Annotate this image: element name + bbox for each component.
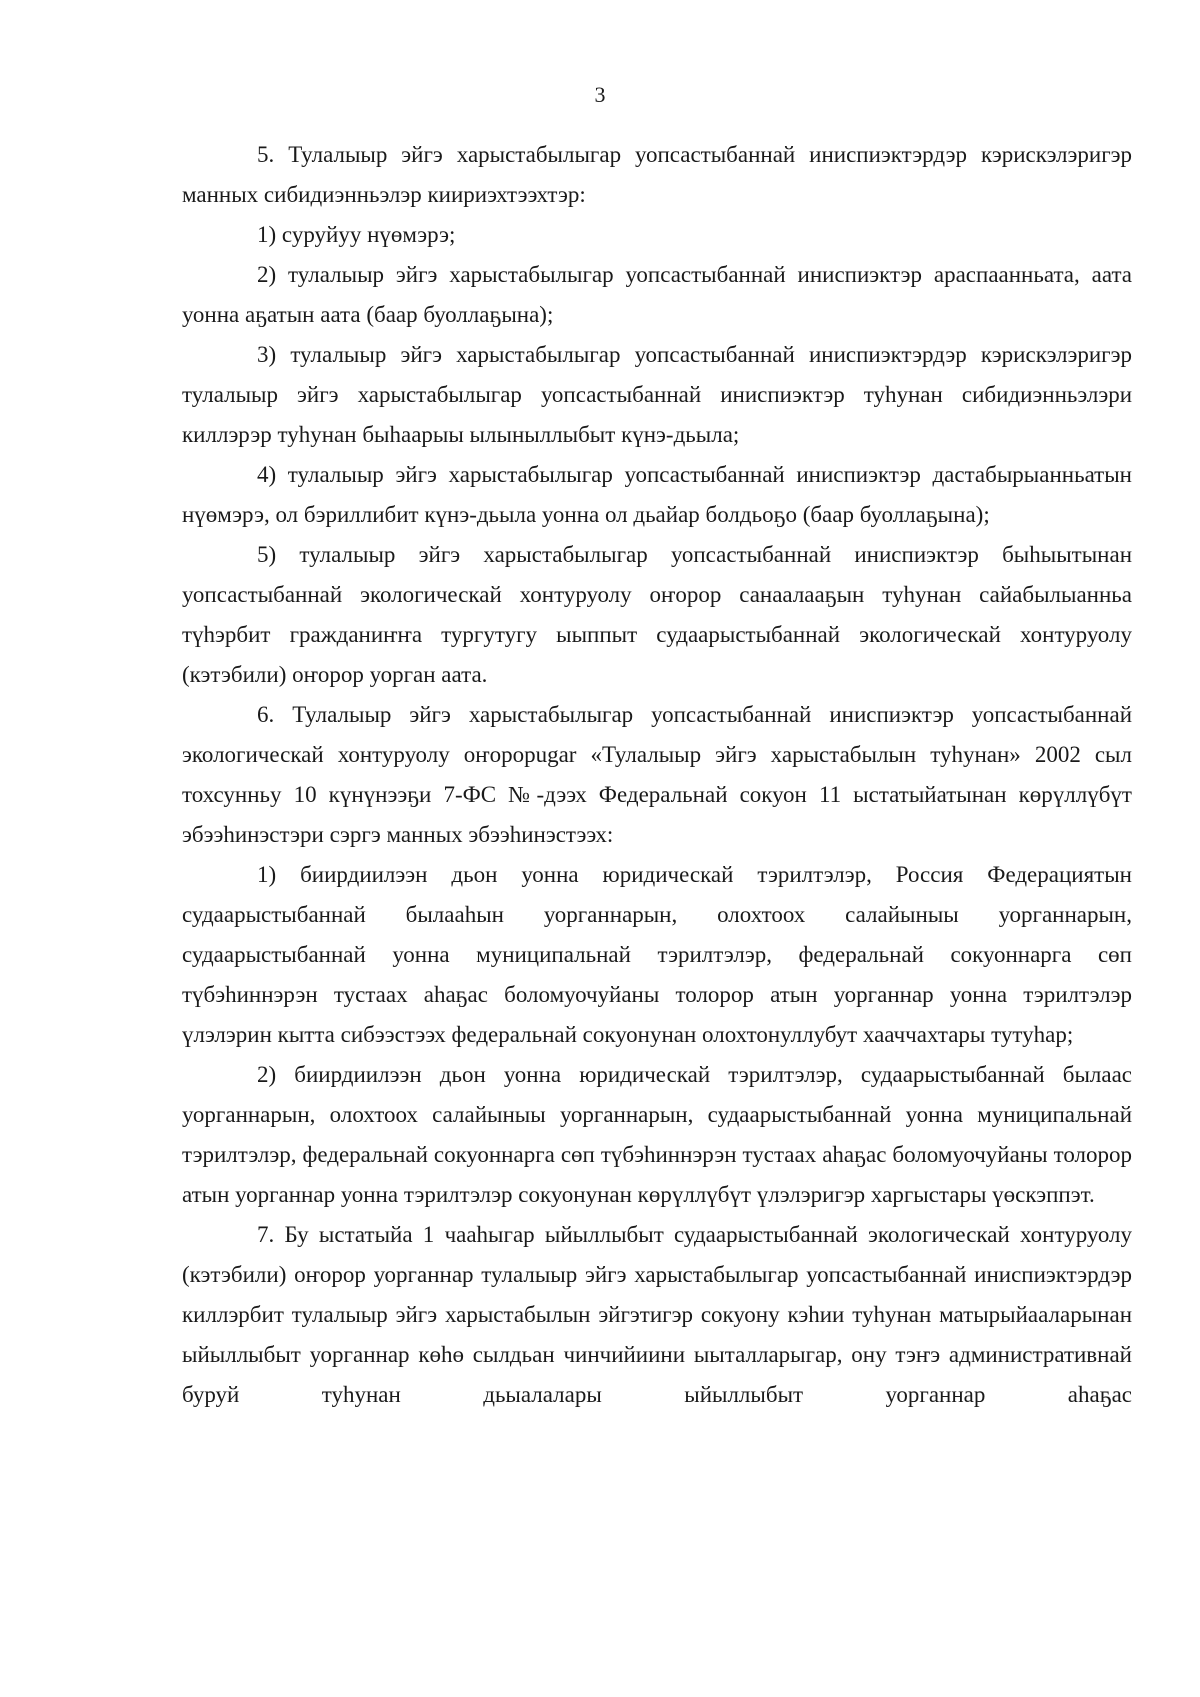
paragraph-5: 5. Тулалыыр эйгэ харыстабылыгар уопсастыбаннай иниспиэктэрдэр кэрискэлэригэр манных сибидиэнньэлэр киириэхтээхтэр: [182, 142, 1132, 207]
list-item-5-3: 3) тулалыыр эйгэ харыстабылыгар уопсастыбаннай иниспиэктэрдэр кэрискэлэригэр тулалыыр эйгэ харыстабылыгар уопсастыбаннай иниспиэктэр туһунан сибидиэнньэлэри киллэрэр туһунан быһаарыы ылыныллыбыт күнэ-дьыла; [182, 342, 1132, 447]
list-item-5-2: 2) тулалыыр эйгэ харыстабылыгар уопсастыбаннай иниспиэктэр араспаанньата, аата уонна аҕатын аата (баар буоллаҕына); [182, 262, 1132, 327]
list-item-5-1: 1) суруйуу нүөмэрэ; [257, 222, 456, 247]
page-number: 3 [594, 82, 606, 107]
list-item-6-2: 2) биирдиилээн дьон уонна юридическай тэрилтэлэр, судаарыстыбаннай былаас уорганнарын, олохтоох салайыныы уорганнарын, судаарыстыбаннай уонна муниципальнай тэрилтэлэр, федеральнай сокуоннарга сөп түбэһиннэрэн тустаах аһаҕас боломуочуйаны толорор атын уорганнар уонна тэрилтэлэр сокуонунан көрүллүбүт үлэлэригэр харгыстары үөскэппэт. [182, 1062, 1132, 1207]
list-item-6-1: 1) биирдиилээн дьон уонна юридическай тэрилтэлэр, Россия Федерациятын судаарыстыбаннай былааһын уорганнарын, олохтоох салайыныы уорганнарын, судаарыстыбаннай уонна муниципальнай тэрилтэлэр, федеральнай сокуоннарга сөп түбэһиннэрэн тустаах аһаҕас боломуочуйаны толорор атын уорганнар уонна тэрилтэлэр үлэлэрин кытта сибээстээх федеральнай сокуонунан олохтонуллубут хааччахтары тутуһар; [182, 862, 1132, 1047]
list-item-5-5: 5) тулалыыр эйгэ харыстабылыгар уопсастыбаннай иниспиэктэр быһыытынан уопсастыбаннай экологическай хонтуруолу оҥорор санаалааҕын туһунан сайабылыанньа түһэрбит гражданиҥҥа тургутугу ыыппыт судаарыстыбаннай экологическай хонтуруолу (кэтэбили) оҥорор уорган аата. [182, 542, 1132, 687]
paragraph-6: 6. Тулалыыр эйгэ харыстабылыгар уопсастыбаннай иниспиэктэр уопсастыбаннай экологическай хонтуруолу оҥорорugar «Тулалыыр эйгэ харыстабылын туһунан» 2002 сыл тохсунньу 10 күнүнээҕи 7-ФС №-дээх Федеральнай сокуон 11 ыстатыйатынан көрүллүбүт эбээһинэстэри сэргэ манных эбээһинэстээх: [182, 702, 1132, 847]
paragraph-7: 7. Бу ыстатыйа 1 чааһыгар ыйыллыбыт судаарыстыбаннай экологическай хонтуруолу (кэтэбили) оҥорор уорганнар тулалыыр эйгэ харыстабылыгар уопсастыбаннай иниспиэктэрдэр киллэрбит тулалыыр эйгэ харыстабылын эйгэтигэр сокуону кэһии туһунан матырыйааларынан ыйыллыбыт уорганнар көһө сылдьан чинчийиини ыыталларыгар, ону тэҥэ административнай буруй туһунан дьыалалары ыйыллыбыт уорганнар аһаҕас [182, 1222, 1132, 1407]
document-body [182, 135, 1132, 1415]
list-item-5-4: 4) тулалыыр эйгэ харыстабылыгар уопсастыбаннай иниспиэктэр дастабырыанньатын нүөмэрэ, ол бэриллибит күнэ-дьыла уонна ол дьайар болдьоҕо (баар буоллаҕына); [182, 462, 1132, 527]
